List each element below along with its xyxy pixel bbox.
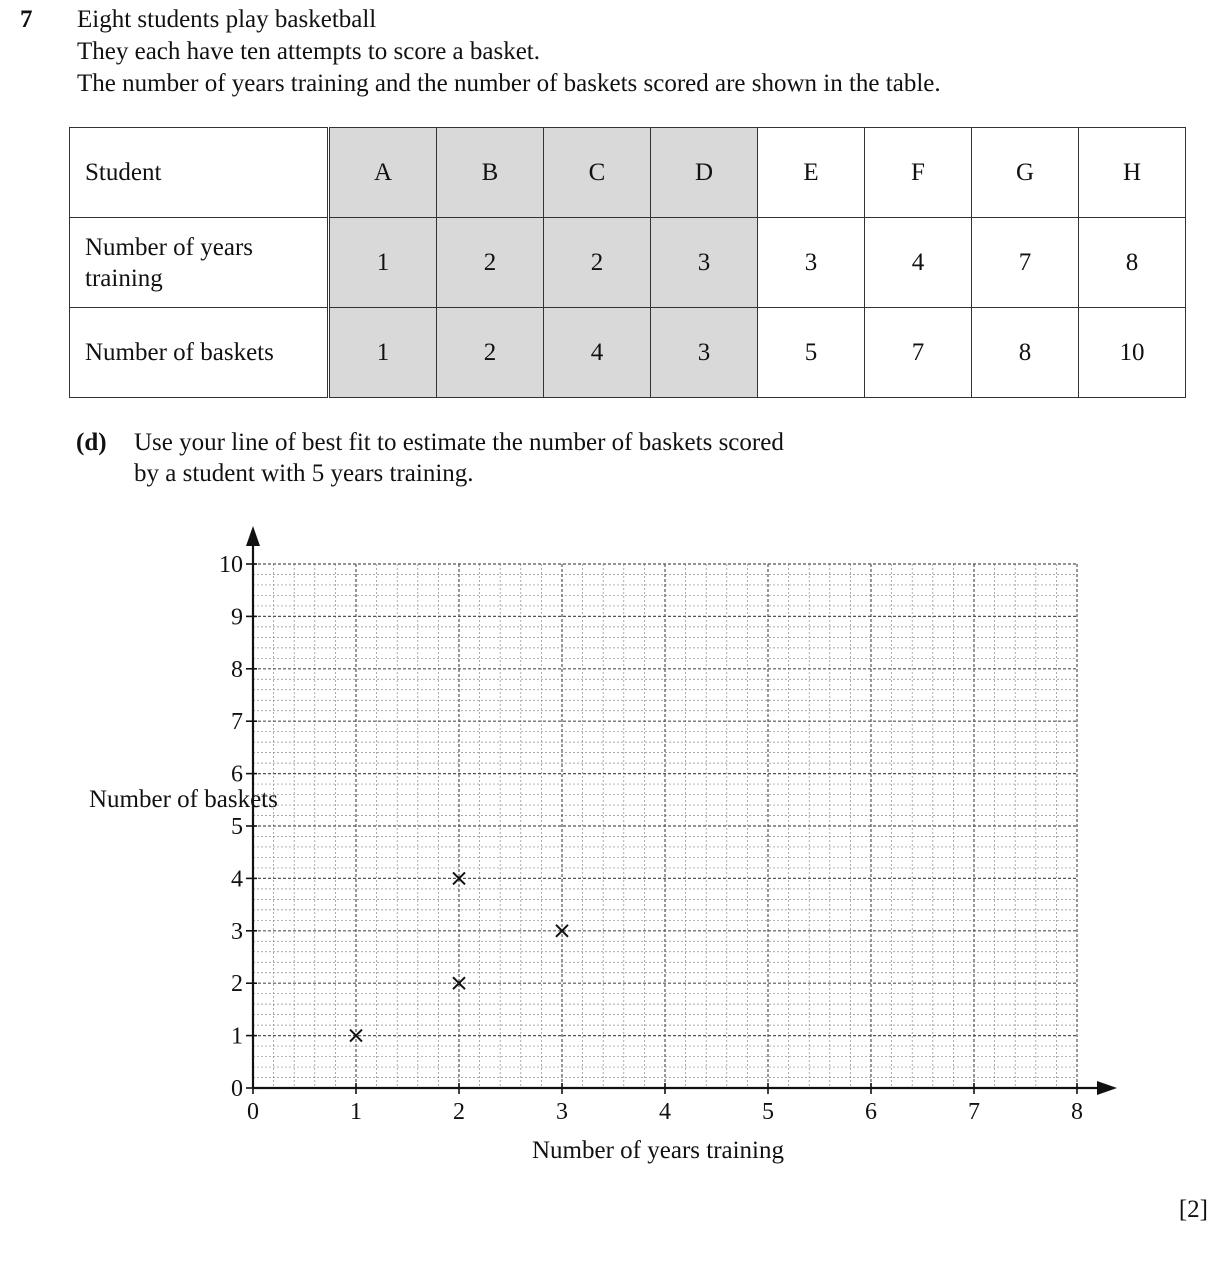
cell-baskets: 7: [865, 308, 972, 398]
cell-baskets: 8: [972, 308, 1079, 398]
cell-years: 2: [544, 218, 651, 308]
cell-baskets: 3: [651, 308, 758, 398]
cell-student: G: [972, 128, 1079, 218]
cell-baskets: 1: [329, 308, 437, 398]
row-header-baskets: Number of baskets: [70, 308, 329, 398]
cell-years: 1: [329, 218, 437, 308]
cell-baskets: 4: [544, 308, 651, 398]
intro-line: The number of years training and the number of baskets scored are shown in the table.: [77, 70, 941, 97]
data-table: [69, 127, 1186, 398]
cell-student: H: [1079, 128, 1186, 218]
intro-line: They each have ten attempts to score a basket.: [77, 38, 541, 65]
cell-baskets: 10: [1079, 308, 1186, 398]
cell-years: 4: [865, 218, 972, 308]
part-d-line: Use your line of best fit to estimate the number of baskets scored: [134, 429, 784, 456]
part-d-line: by a student with 5 years training.: [134, 460, 474, 487]
y-tick-label: 4: [231, 866, 243, 893]
cell-baskets: 5: [758, 308, 865, 398]
scatter-graph[interactable]: [0, 520, 1232, 1140]
y-tick-label: 5: [231, 814, 243, 840]
cell-years: 7: [972, 218, 1079, 308]
y-tick-label: 7: [231, 709, 243, 736]
y-tick-label: 6: [231, 761, 243, 788]
x-ticks: [247, 1083, 1083, 1125]
cell-student: D: [651, 128, 758, 218]
table-row-years: [70, 218, 1186, 308]
row-header-years: Number of years training: [70, 218, 329, 308]
cell-baskets: 2: [437, 308, 544, 398]
cell-student: E: [758, 128, 865, 218]
x-tick-label: 5: [762, 1099, 774, 1125]
table-row-student: [70, 128, 1186, 218]
y-tick-label: 2: [231, 971, 243, 998]
cell-student: C: [544, 128, 651, 218]
table-row-baskets: [70, 308, 1186, 398]
intro-line: Eight students play basketball: [77, 6, 377, 33]
cell-student: B: [437, 128, 544, 218]
x-tick-label: 2: [453, 1099, 465, 1125]
cell-student: A: [329, 128, 437, 218]
y-axis-label: Number of baskets: [89, 786, 278, 813]
x-tick-label: 4: [659, 1099, 671, 1125]
cell-years: 3: [651, 218, 758, 308]
cell-student: F: [865, 128, 972, 218]
cell-years: 8: [1079, 218, 1186, 308]
x-axis-arrow: [1097, 1081, 1117, 1095]
y-tick-label: 0: [231, 1076, 243, 1102]
x-axis-label: Number of years training: [532, 1137, 785, 1164]
y-axis-arrow: [246, 526, 260, 546]
y-tick-label: 3: [231, 918, 243, 945]
question-number: 7: [20, 6, 33, 33]
x-tick-label: 8: [1071, 1099, 1083, 1125]
x-tick-label: 7: [968, 1099, 980, 1125]
cell-years: 2: [437, 218, 544, 308]
y-tick-label: 8: [231, 656, 243, 683]
x-tick-label: 6: [865, 1099, 877, 1125]
row-header-student: Student: [70, 128, 329, 218]
y-ticks: [219, 552, 257, 1102]
part-d-text: [134, 427, 784, 489]
question-intro: [77, 4, 941, 100]
part-d-label: (d): [76, 429, 107, 456]
marks-available: [2]: [1178, 1196, 1208, 1223]
y-tick-label: 9: [231, 604, 243, 631]
x-tick-label: 0: [247, 1099, 259, 1125]
y-tick-label: 1: [231, 1023, 243, 1050]
y-tick-label: 10: [219, 552, 243, 578]
cell-years: 3: [758, 218, 865, 308]
x-tick-label: 1: [350, 1099, 362, 1125]
x-tick-label: 3: [556, 1099, 568, 1125]
